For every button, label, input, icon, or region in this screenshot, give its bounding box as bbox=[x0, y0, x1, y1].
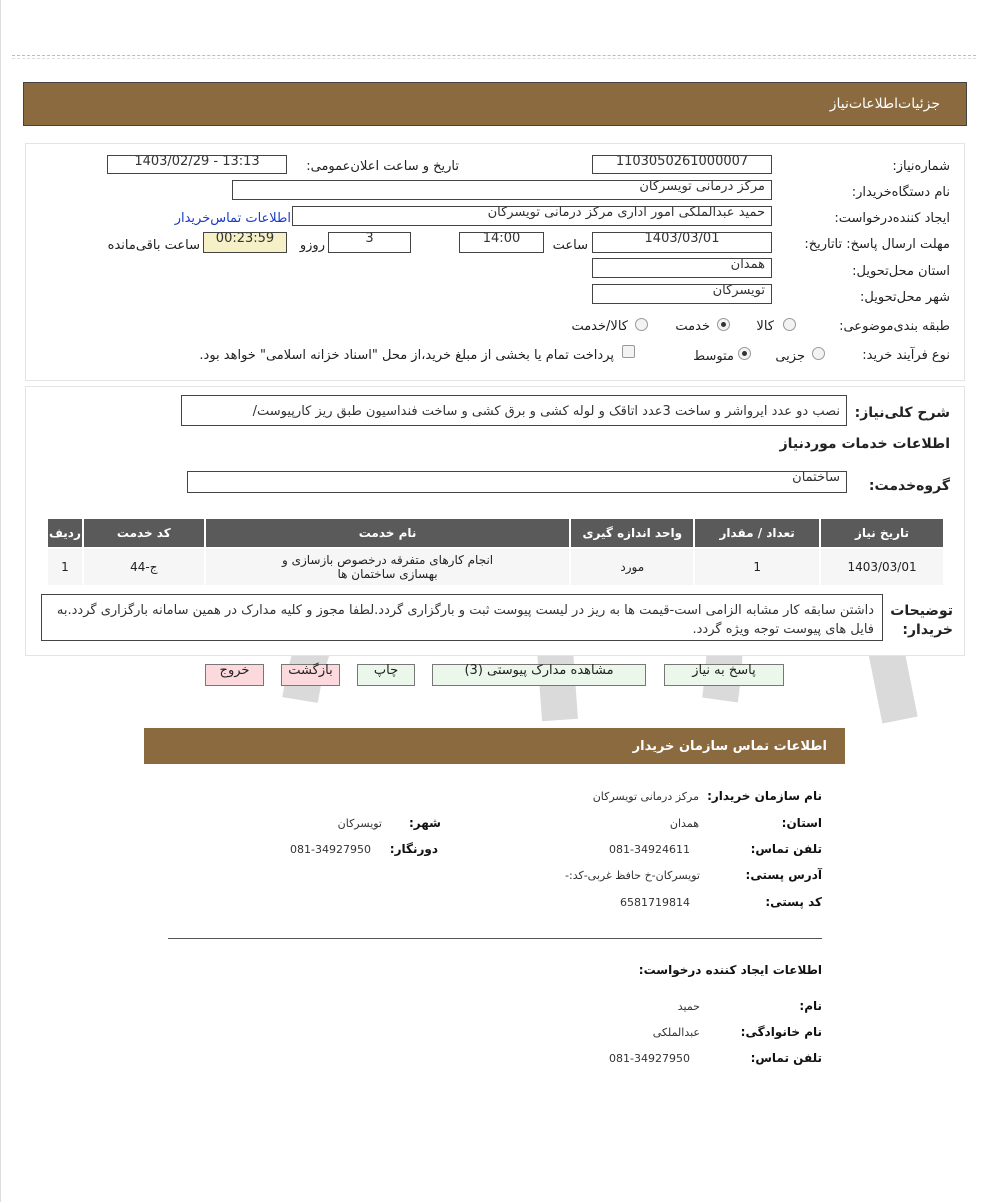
contact-divider bbox=[168, 938, 822, 939]
attachments-button[interactable]: مشاهده مدارک پیوستی (3) bbox=[432, 664, 646, 686]
service-group-label: گروه‌خدمت: bbox=[868, 478, 950, 494]
remaining-time-field: 00:23:59 bbox=[203, 232, 287, 253]
time-label: ساعت bbox=[552, 238, 588, 253]
contact-fax-label: دورنگار: bbox=[389, 842, 438, 856]
service-group-field: ساختمان bbox=[187, 471, 847, 493]
treasury-checkbox[interactable] bbox=[622, 345, 635, 358]
col-service-name: نام خدمت bbox=[206, 519, 570, 547]
col-need-date: تاریخ نیاز bbox=[821, 519, 943, 547]
purchase-option-minor: جزیی bbox=[775, 349, 805, 364]
col-service-code: کد خدمت bbox=[84, 519, 204, 547]
buyer-org-label: نام دستگاه‌خریدار: bbox=[851, 185, 950, 200]
need-number-label: شماره‌نیاز: bbox=[892, 159, 950, 174]
radio-category-goods[interactable] bbox=[783, 318, 796, 331]
city-field: تویسرکان bbox=[592, 284, 772, 304]
services-table bbox=[46, 517, 945, 587]
remaining-label: ساعت باقی‌مانده bbox=[107, 238, 200, 253]
radio-purchase-medium[interactable] bbox=[738, 347, 751, 360]
contact-phone-value: 081-34924611 bbox=[609, 843, 690, 856]
buyer-notes-text: داشتن سابقه کار مشابه الزامی است-قیمت ها به ریز در لیست پیوست ثبت و بارگزاری گردد.لطفا مجوز و کلیه مدارک در همین سامانه بارگزاری گردد.به فایل های پیوست توجه ویژه گردد. bbox=[41, 594, 883, 641]
requester-phone-label: تلفن تماس: bbox=[750, 1051, 822, 1065]
summary-label: شرح کلی‌نیاز: bbox=[854, 405, 950, 421]
requester-family-value: عبدالملکی bbox=[652, 1026, 700, 1039]
purchase-option-medium: متوسط bbox=[693, 349, 734, 364]
cell-service-name: انجام کارهای متفرقه درخصوص بازسازی و بهسازی ساختمان ها bbox=[206, 549, 570, 585]
category-option-goods-service: کالا/خدمت bbox=[571, 319, 628, 334]
category-option-service: خدمت bbox=[675, 319, 710, 334]
deadline-label: مهلت ارسال پاسخ: تاتاریخ: bbox=[804, 237, 950, 252]
col-quantity: تعداد / مقدار bbox=[695, 519, 819, 547]
announce-datetime-field: 1403/02/29 - 13:13 bbox=[107, 155, 287, 174]
need-details-panel bbox=[25, 143, 965, 381]
cell-unit: مورد bbox=[571, 549, 693, 585]
buyer-notes-label: توضیحات خریدار: bbox=[890, 603, 953, 638]
creator-field: حمید عبدالملکی امور اداری مرکز درمانی تویسرکان bbox=[292, 206, 772, 226]
exit-button[interactable]: خروج bbox=[205, 664, 264, 686]
category-option-goods: کالا bbox=[756, 319, 774, 334]
services-heading: اطلاعات خدمات مورد‌نیاز bbox=[779, 436, 950, 452]
days-field: 3 bbox=[328, 232, 411, 253]
contact-province-value: همدان bbox=[669, 817, 699, 830]
contact-city-label: شهر: bbox=[409, 816, 441, 830]
reply-button[interactable]: پاسخ به نیاز bbox=[664, 664, 784, 686]
table-header-row bbox=[48, 519, 943, 547]
contact-postal-value: 6581719814 bbox=[620, 896, 690, 909]
print-button[interactable]: چاپ bbox=[357, 664, 415, 686]
creator-label: ایجاد کننده‌درخواست: bbox=[834, 211, 950, 226]
org-name-label: نام سازمان خریدار: bbox=[707, 789, 822, 803]
contact-city-value: تویسرکان bbox=[337, 817, 382, 830]
need-number-field: 1103050261000007 bbox=[592, 155, 772, 174]
requester-family-label: نام خانوادگی: bbox=[740, 1025, 822, 1039]
table-row bbox=[48, 549, 943, 585]
back-button[interactable]: بازگشت bbox=[281, 664, 340, 686]
contact-province-label: استان: bbox=[781, 816, 822, 830]
purchase-type-label: نوع فرآیند خرید: bbox=[862, 348, 950, 363]
buyer-contact-title: اطلاعات تماس سازمان خریدار bbox=[632, 739, 827, 754]
cell-service-code: ج-44 bbox=[84, 549, 204, 585]
treasury-text: پرداخت تمام یا بخشی از مبلغ خرید،از محل "اسناد خزانه اسلامی" خواهد بود. bbox=[199, 348, 614, 363]
province-field: همدان bbox=[592, 258, 772, 278]
deadline-time-field: 14:00 bbox=[459, 232, 544, 253]
announce-label: تاریخ و ساعت اعلان‌عمومی: bbox=[306, 159, 459, 174]
cell-quantity: 1 bbox=[695, 549, 819, 585]
buyer-contact-link[interactable]: اطلاعات تماس‌خریدار bbox=[174, 211, 291, 226]
radio-category-service[interactable] bbox=[717, 318, 730, 331]
requester-name-value: حمید bbox=[677, 1000, 700, 1013]
cell-row: 1 bbox=[48, 549, 82, 585]
buyer-org-field: مرکز درمانی تویسرکان bbox=[232, 180, 772, 200]
city-label: شهر محل‌تحویل: bbox=[860, 290, 950, 305]
radio-purchase-minor[interactable] bbox=[812, 347, 825, 360]
buyer-contact-header bbox=[144, 728, 845, 764]
requester-name-label: نام: bbox=[799, 999, 822, 1013]
radio-category-goods-service[interactable] bbox=[635, 318, 648, 331]
category-label: طبقه بندی‌موضوعی: bbox=[839, 319, 950, 334]
col-unit: واحد اندازه گیری bbox=[571, 519, 693, 547]
page-title: جزئیات‌اطلاعات‌نیاز bbox=[829, 96, 940, 112]
deadline-date-field: 1403/03/01 bbox=[592, 232, 772, 253]
col-row: ردیف bbox=[48, 519, 82, 547]
cell-need-date: 1403/03/01 bbox=[821, 549, 943, 585]
contact-fax-value: 081-34927950 bbox=[290, 843, 371, 856]
requester-info-title: اطلاعات ایجاد کننده درخواست: bbox=[638, 963, 822, 977]
days-label: روزو bbox=[299, 238, 325, 253]
contact-address-value: تویسرکان-خ حافظ غربی-کد:- bbox=[565, 869, 700, 882]
summary-text: نصب دو عدد ایرواشر و ساخت 3عدد اتاقک و لوله کشی و برق کشی و ساخت فنداسیون طبق ریز کارپیوست/ bbox=[181, 395, 847, 426]
page-header bbox=[23, 82, 967, 126]
contact-phone-label: تلفن تماس: bbox=[750, 842, 822, 856]
org-name-value: مرکز درمانی تویسرکان bbox=[592, 790, 699, 803]
contact-address-label: آدرس پستی: bbox=[745, 868, 822, 882]
requester-phone-value: 081-34927950 bbox=[609, 1052, 690, 1065]
province-label: استان محل‌تحویل: bbox=[852, 264, 950, 279]
contact-postal-label: کد پستی: bbox=[765, 895, 822, 909]
